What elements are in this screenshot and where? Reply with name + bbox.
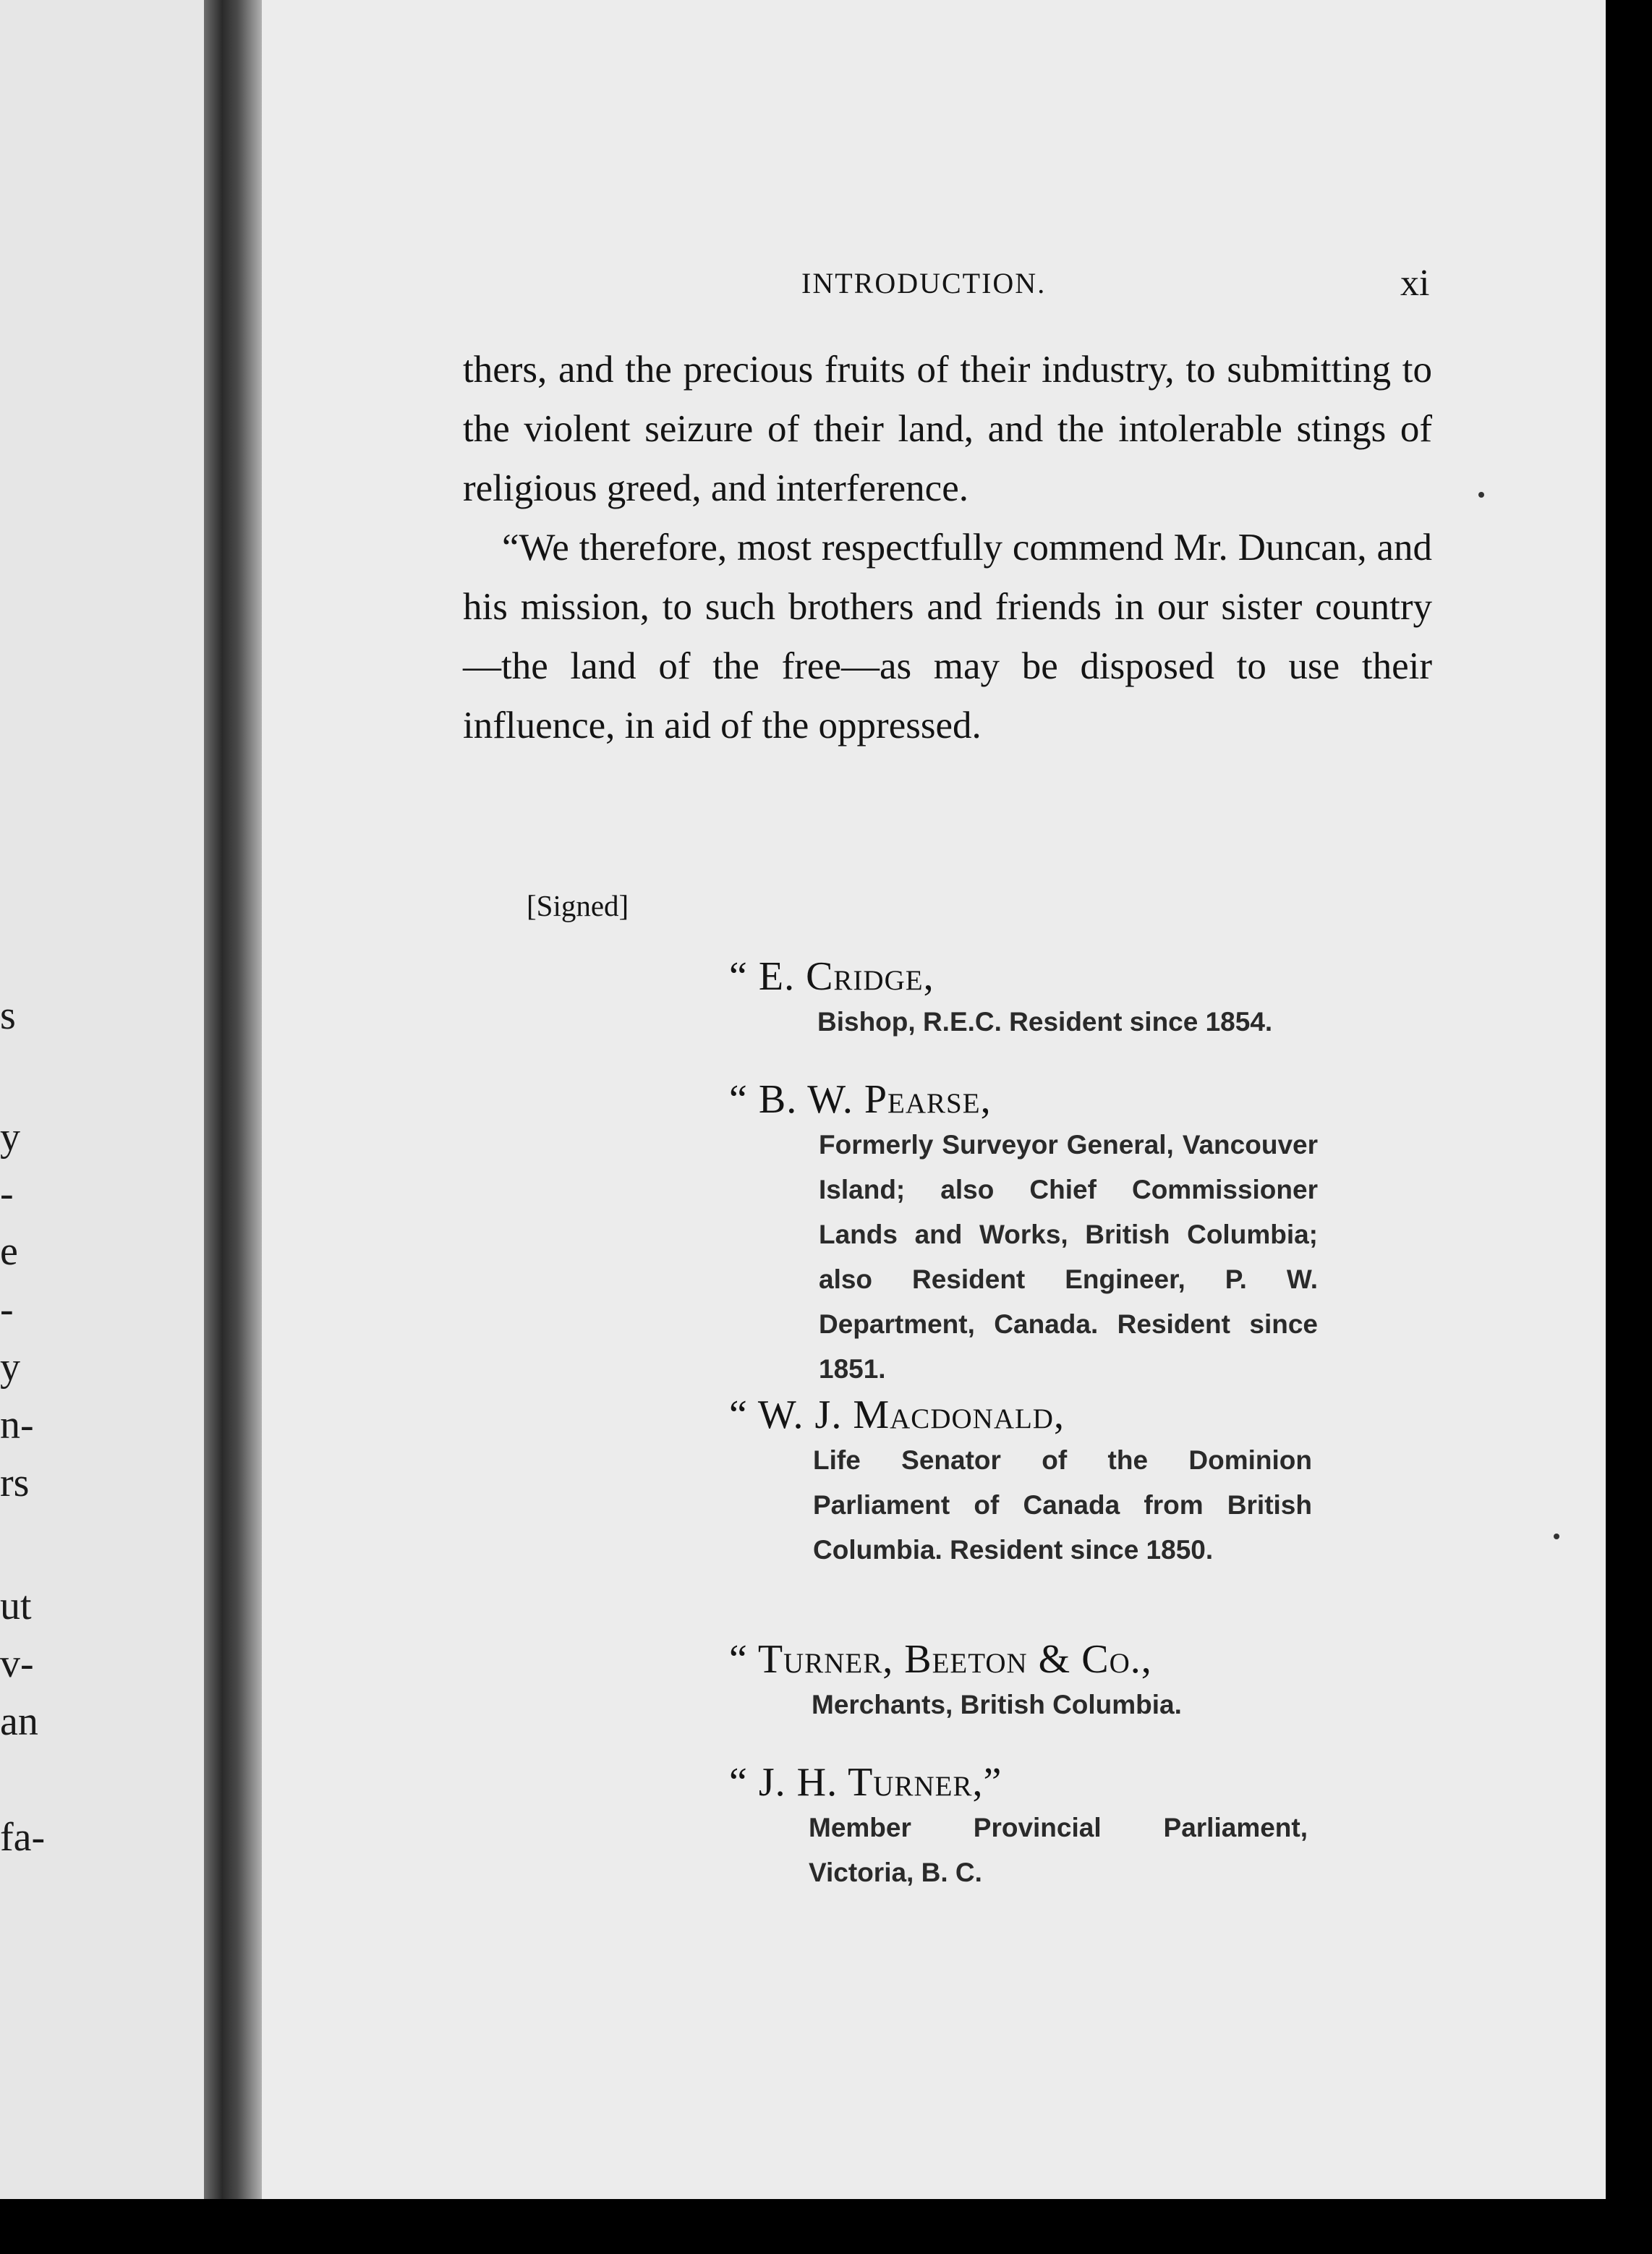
facing-page-fragment: fa-	[0, 1815, 46, 1860]
signatory-name: “ B. W. Pearse,	[729, 1077, 992, 1122]
signatory-name: “ E. Cridge,	[729, 954, 934, 999]
signature-block	[716, 1076, 1432, 1392]
facing-page-fragment: v-	[0, 1641, 34, 1686]
signature-block	[716, 1392, 1432, 1573]
page-number: xi	[1400, 263, 1430, 304]
signature-block	[716, 1759, 1432, 1895]
signature-block	[716, 1636, 1432, 1727]
signed-label: [Signed]	[527, 889, 629, 922]
facing-page-fragment: -	[0, 1171, 14, 1216]
facing-page-fragment: n-	[0, 1403, 34, 1447]
signatory-description: Life Senator of the Dominion Parliament of Canada from British Columbia. Resident since 1850.	[813, 1445, 1312, 1565]
facing-page-fragment: rs	[0, 1460, 30, 1505]
book-gutter	[204, 0, 265, 2199]
paper-speck	[1478, 492, 1484, 498]
facing-page-fragment: an	[0, 1699, 38, 1744]
paragraph: “We therefore, most respectfully commend Mr. Duncan, and his mission, to such brothers and friends in our sister country—the land of the free—as may be disposed to use their influence, in aid of the oppressed.	[463, 527, 1432, 747]
main-text	[463, 340, 1432, 755]
signatory-description: Member Provincial Parliament, Victoria, B. C.	[809, 1813, 1308, 1887]
paragraph: thers, and the precious fruits of their industry, to submitting to the violent seizure of their land, and the intolerable stings of religious greed, and interference.	[463, 349, 1432, 509]
facing-page-fragment: -	[0, 1287, 14, 1332]
running-title: INTRODUCTION.	[801, 267, 1047, 299]
facing-page-fragment: e	[0, 1229, 18, 1274]
paper-speck	[1554, 1534, 1559, 1539]
signatory-name: “ Turner, Beeton & Co.,	[729, 1637, 1152, 1682]
signatory-description: Bishop, R.E.C. Resident since 1854.	[817, 1007, 1273, 1037]
signature-block	[716, 953, 1432, 1045]
scan-border-bottom	[0, 2199, 1652, 2254]
facing-page-fragment: y	[0, 1115, 20, 1160]
scan-border	[1606, 0, 1652, 2254]
facing-page-fragment: s	[0, 993, 16, 1038]
facing-page-fragment: y	[0, 1345, 20, 1390]
signatory-name: “ J. H. Turner,”	[729, 1760, 1002, 1805]
signatory-description: Merchants, British Columbia.	[812, 1690, 1182, 1719]
signatory-description: Formerly Surveyor General, Vancouver Island; also Chief Commissioner Lands and Works, British Columbia; also Resident Engineer, P. W. Department, Canada. Resident since 1851.	[819, 1130, 1318, 1384]
facing-page-fragment: ut	[0, 1583, 32, 1628]
signatory-name: “ W. J. Macdonald,	[729, 1392, 1065, 1437]
facing-page	[0, 0, 217, 2199]
